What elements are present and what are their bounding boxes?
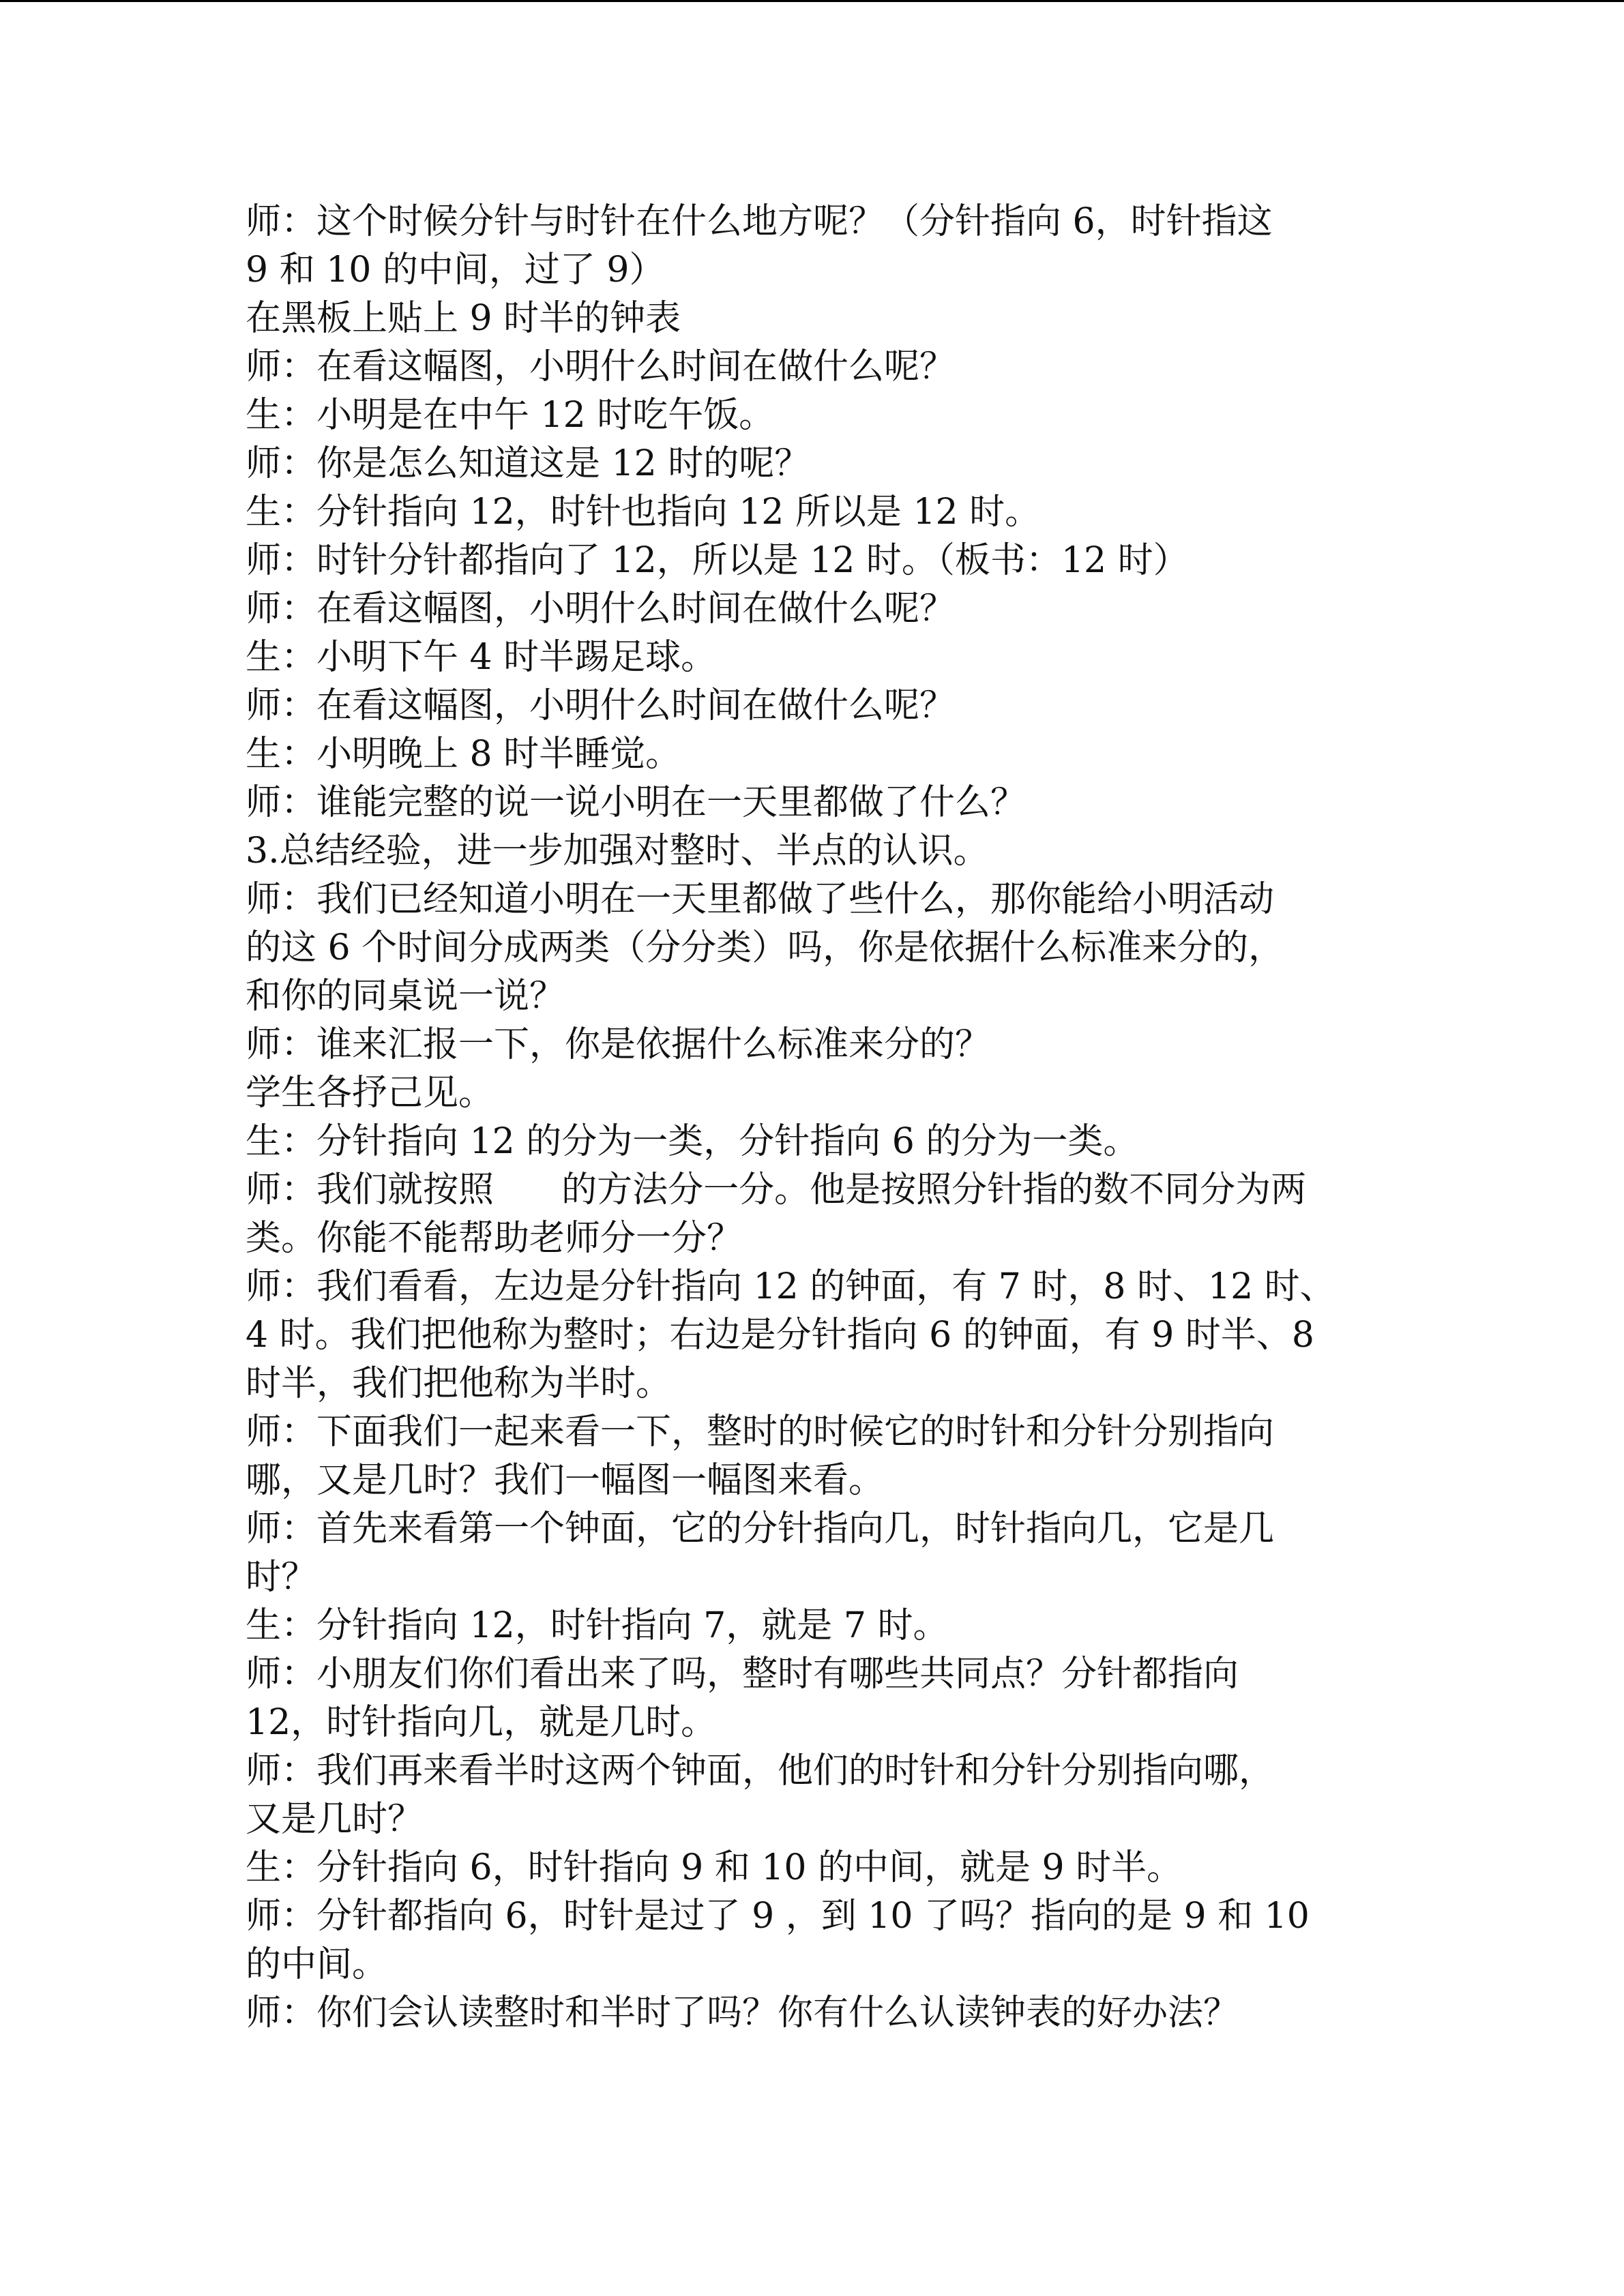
text-line: 9 和 10 的中间，过了 9） <box>246 250 665 290</box>
text-line: 生：分针指向 12 的分为一类，分针指向 6 的分为一类。 <box>246 1121 1139 1162</box>
text-line: 生：小明是在中午 12 时吃午饭。 <box>246 395 775 436</box>
text-line: 师：时针分针都指向了 12，所以是 12 时。（板书：12 时） <box>246 540 1189 581</box>
text-line: 生：分针指向 12，时针指向 7，就是 7 时。 <box>246 1605 949 1646</box>
page-top-border <box>0 0 1624 2</box>
text-line: 又是几时？ <box>246 1799 424 1840</box>
text-line: 师：在看这幅图，小明什么时间在做什么呢？ <box>246 346 956 387</box>
text-line: 12，时针指向几，就是几时。 <box>246 1702 717 1743</box>
text-line: 生：分针指向 6，时针指向 9 和 10 的中间，就是 9 时半。 <box>246 1847 1183 1888</box>
text-line: 师：下面我们一起来看一下，整时的时候它的时针和分针分别指向 <box>246 1412 1275 1452</box>
text-line: 师：首先来看第一个钟面，它的分针指向几，时针指向几，它是几 <box>246 1508 1275 1549</box>
text-line: 师：谁来汇报一下，你是依据什么标准来分的？ <box>246 1024 991 1065</box>
text-line: 在黑板上贴上 9 时半的钟表 <box>246 298 681 339</box>
text-line: 师：你们会认读整时和半时了吗？你有什么认读钟表的好办法？ <box>246 1993 1239 2033</box>
text-line: 师：我们看看，左边是分针指向 12 的钟面，有 7 时，8 时、12 时、 <box>246 1266 1335 1307</box>
section-heading: 3.总结经验，进一步加强对整时、半点的认识。 <box>246 831 989 871</box>
text-line: 师：在看这幅图，小明什么时间在做什么呢？ <box>246 685 956 726</box>
text-line: 哪，又是几时？我们一幅图一幅图来看。 <box>246 1460 885 1501</box>
text-line: 生：小明下午 4 时半踢足球。 <box>246 637 717 678</box>
text-line: 师：在看这幅图，小明什么时间在做什么呢？ <box>246 588 956 629</box>
text-line: 学生各抒己见。 <box>246 1073 494 1114</box>
text-line: 和你的同桌说一说？ <box>246 976 565 1017</box>
text-line: 类。你能不能帮助老师分一分？ <box>246 1218 743 1259</box>
text-line: 的中间。 <box>246 1944 388 1985</box>
text-line: 师：我们再来看半时这两个钟面，他们的时针和分针分别指向哪， <box>246 1750 1275 1791</box>
text-line: 师：小朋友们你们看出来了吗，整时有哪些共同点？分针都指向 <box>246 1654 1239 1695</box>
text-line: 4 时。我们把他称为整时；右边是分针指向 6 的钟面，有 9 时半、8 <box>246 1315 1314 1356</box>
text-line: 师：我们已经知道小明在一天里都做了些什么，那你能给小明活动 <box>246 879 1275 920</box>
text-line: 时？ <box>246 1557 317 1598</box>
text-line: 师：我们就按照 的方法分一分。他是按照分针指的数不同分为两 <box>246 1169 1307 1210</box>
text-line: 师：你是怎么知道这是 12 时的呢？ <box>246 443 810 484</box>
text-line: 师：分针都指向 6，时针是过了 9 ，到 10 了吗？指向的是 9 和 10 <box>246 1896 1310 1937</box>
text-line: 生：分针指向 12，时针也指向 12 所以是 12 时。 <box>246 492 1041 533</box>
text-line: 生：小明晚上 8 时半睡觉。 <box>246 734 681 775</box>
text-line: 的这 6 个时间分成两类（分分类）吗，你是依据什么标准来分的， <box>246 927 1284 968</box>
text-line: 时半，我们把他称为半时。 <box>246 1363 672 1404</box>
text-line: 师：这个时候分针与时针在什么地方呢？（分针指向 6，时针指这 <box>246 201 1273 242</box>
text-line: 师：谁能完整的说一说小明在一天里都做了什么？ <box>246 782 1027 823</box>
document-body <box>246 198 1378 2038</box>
